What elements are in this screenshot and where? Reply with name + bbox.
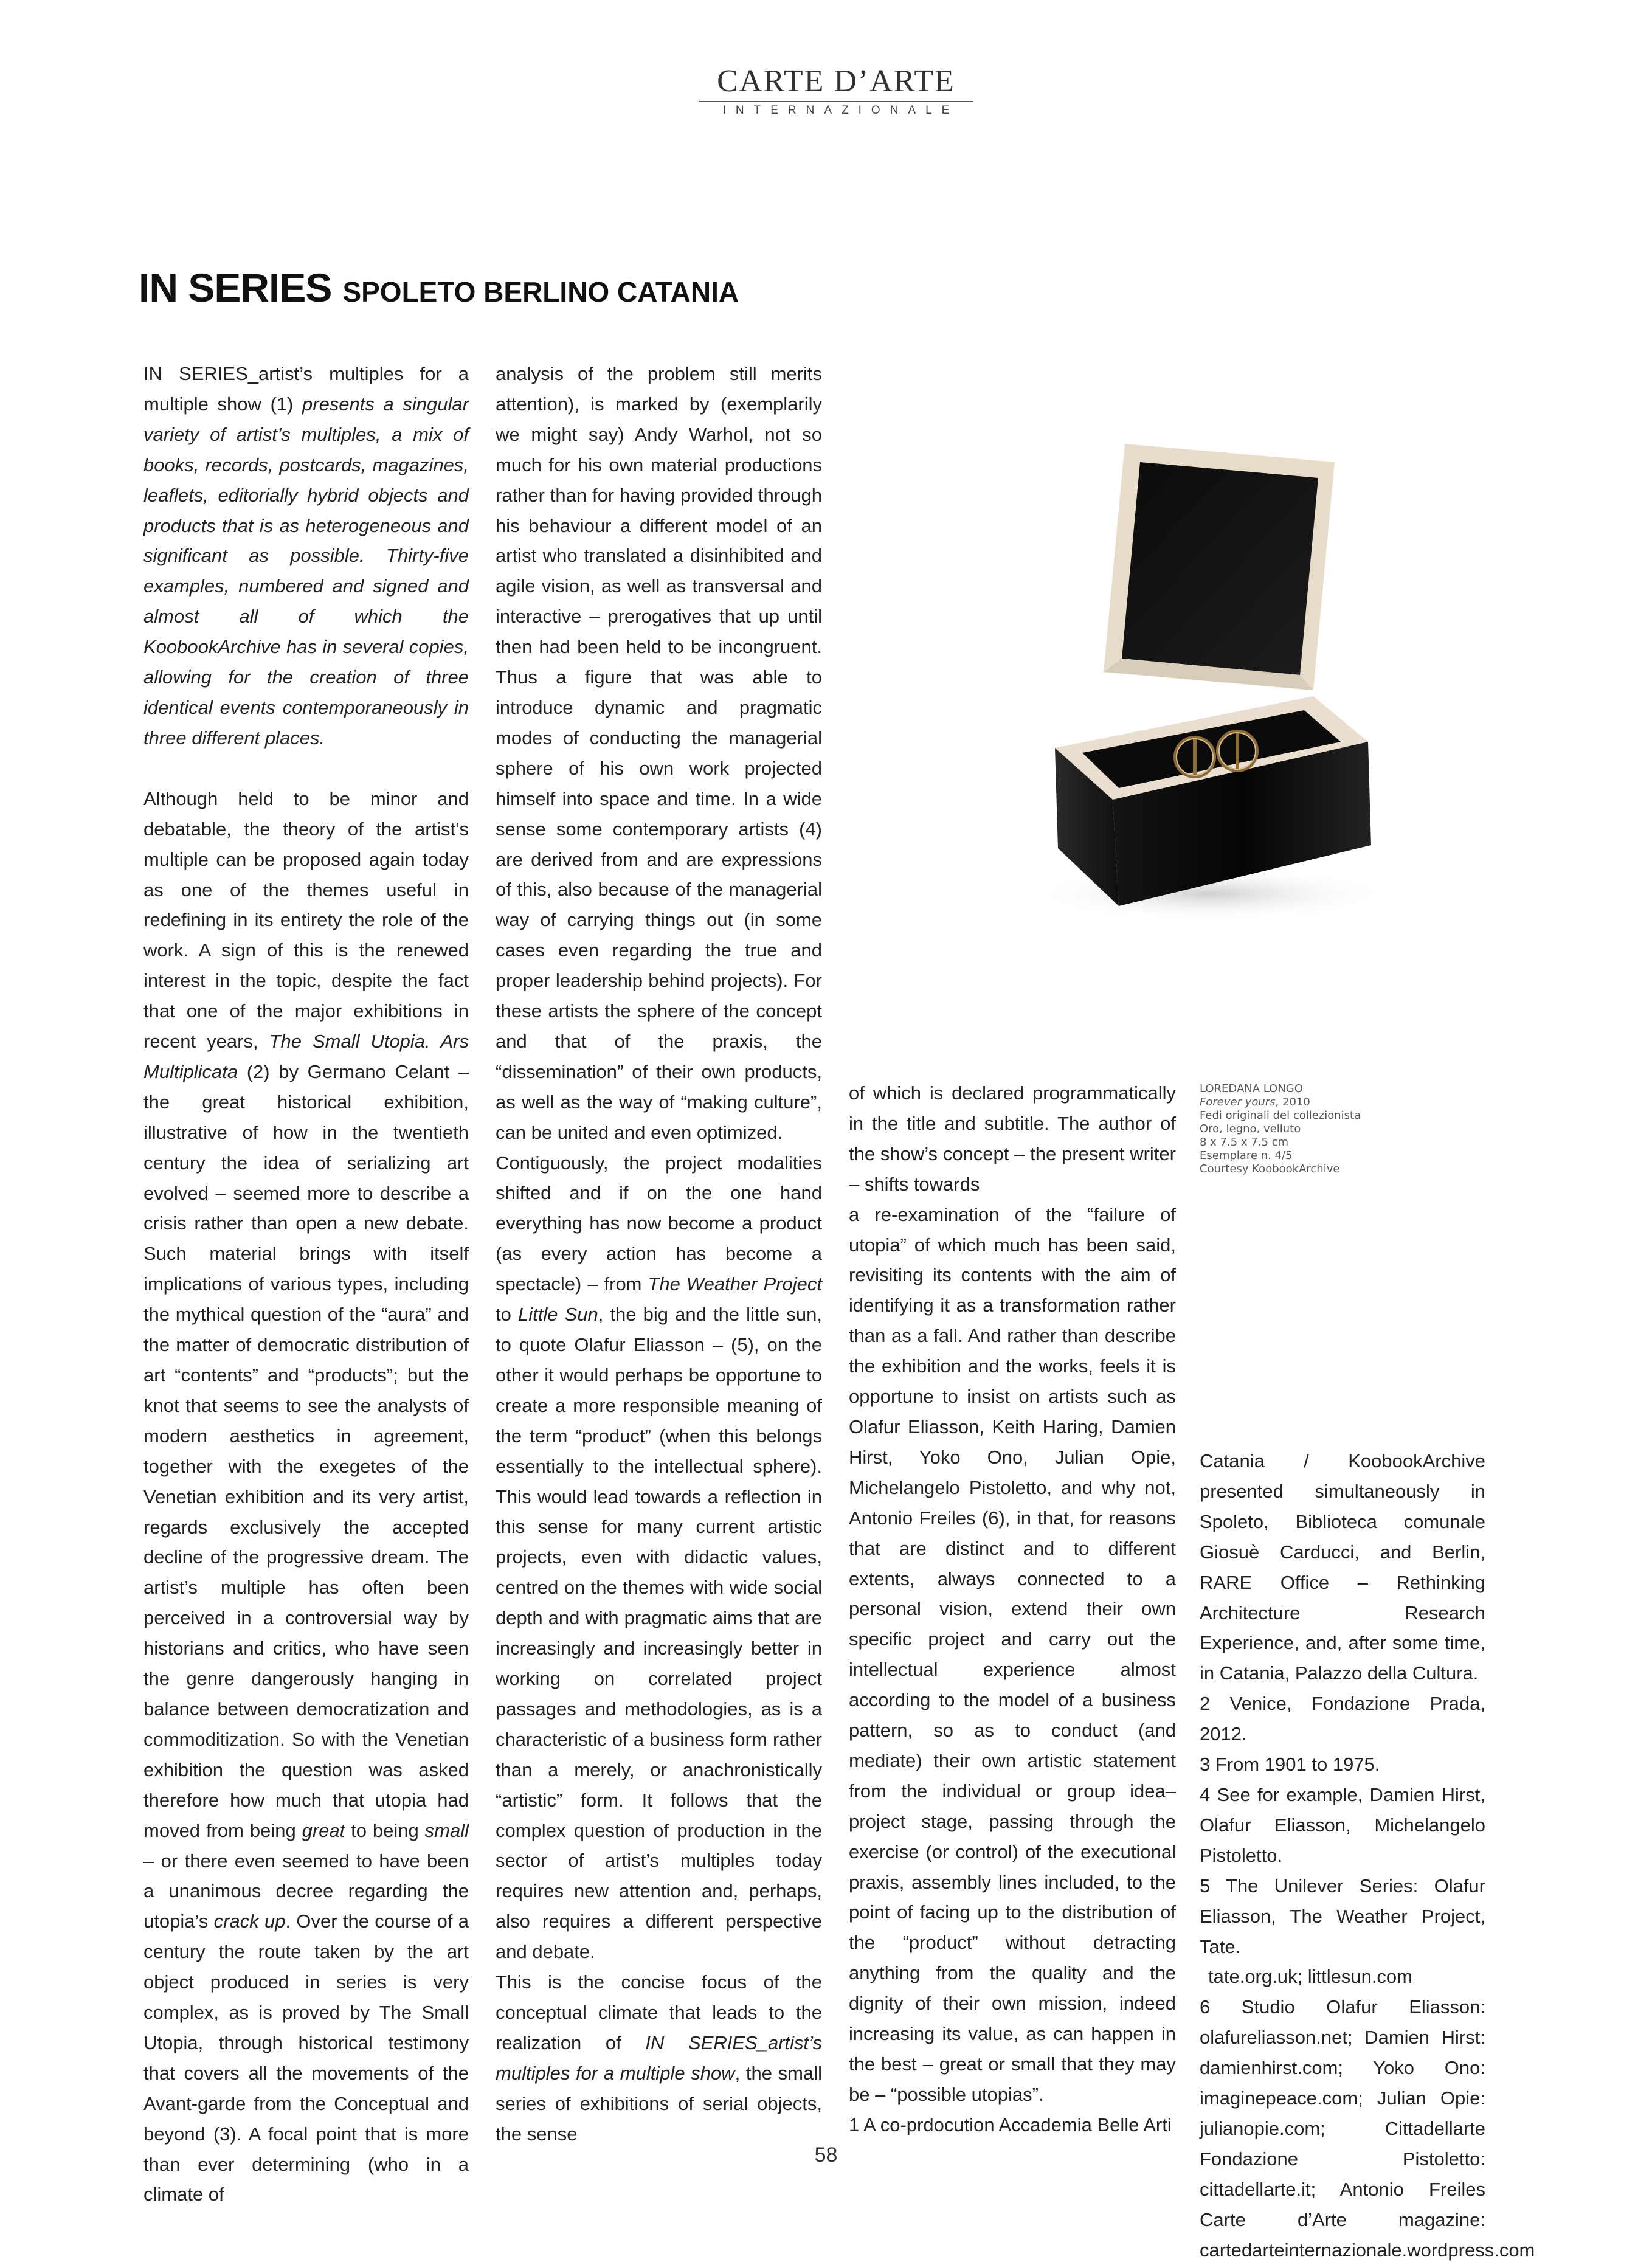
footnote: 1 A co-prdocution Accademia Belle Arti bbox=[849, 2114, 1172, 2135]
caption-line: Esemplare n. 4/5 bbox=[1200, 1149, 1293, 1162]
italic-text-run: great bbox=[302, 1819, 345, 1841]
paragraph: a re-examination of the “failure of utopia” of which much has been said, revisiting its contents with the aim of identifying it as a transformation rather than as a fall. And rather than describe the exhibition and the works, feels it is opportune to insist on artists such as Olafur Eliasson, Keith Haring, Damien Hirst, Yoko Ono, Julian Opie, Michelangelo Pistoletto, and why not, Antonio Freiles (6), in that, for reasons that are distinct and to different extents, always connected to a personal vision, extend their own specific project and carry out the intellectual experience almost according to the model of a business pattern, so as to conduct (and mediate) their own artistic statement from the individual or group idea–project stage, passing through the exercise (or control) of the executional praxis, assembly lines included, to the point of facing up to the distribution of the “product” without detracting anything from the quality and the dignity of their own mission, indeed increasing its value, as can happen in the best – great or small that they may be – “possible utopias”. bbox=[849, 1203, 1176, 2105]
footnote: 4 See for example, Damien Hirst, Olafur Eliasson, Michelangelo Pistoletto. bbox=[1200, 1783, 1485, 1866]
masthead-name: CARTE D’ARTE bbox=[717, 64, 955, 99]
masthead-subtitle: INTERNAZIONALE bbox=[722, 104, 959, 117]
caption-artist: LOREDANA LONGO bbox=[1200, 1082, 1303, 1095]
article-column-1 bbox=[143, 359, 469, 2210]
text-run: to bbox=[496, 1304, 518, 1326]
italic-text-run: Little Sun bbox=[517, 1304, 598, 1326]
paragraph bbox=[496, 1148, 822, 1967]
article-title-places: SPOLETO BERLINO CATANIA bbox=[342, 276, 739, 308]
text-run: , the big and the little sun, to quote Olafur Eliasson – (5), on the other it would perhaps be opportune to create a more responsible meaning of the term “product” (when this belongs essentially to the intellectual sphere). This would lead towards a reflection in this sense for many current artistic projects, even with didactic values, centred on the themes with wide social depth and with pragmatic aims that are increasingly and increasingly better in working on correlated project passages and methodologies, as is a characteristic of a business form rather than a merely, or anachronistically “artistic” form. It follows that the complex question of production in the sector of artist’s multiples today requires new attention and, perhaps, also requires a different perspective and debate. bbox=[496, 1304, 822, 1963]
caption-line: Courtesy KoobookArchive bbox=[1200, 1163, 1340, 1175]
page-number: 58 bbox=[814, 2143, 838, 2166]
text-run: to being bbox=[345, 1819, 425, 1841]
article-column-3 bbox=[849, 1078, 1176, 2140]
text-run: , the small series of exhibitions of serial objects, the sense bbox=[496, 2062, 822, 2145]
text-run: – or there even seemed to have been a unanimous decree regarding the utopia’s bbox=[143, 1850, 469, 1932]
footnote: Catania / KoobookArchive presented simultaneously in Spoleto, Biblioteca comunale Giosuè Carducci, and Berlin, RARE Office – Rethinking Architecture Research Experience, and, after some time, in Catania, Palazzo della Cultura. bbox=[1200, 1450, 1485, 1684]
italic-text-run: presents a singular variety of artist’s multiples, a mix of books, records, postcards, magazines, leaflets, editorially hybrid objects and products that is as heterogeneous and significant as possible. Thirty-five examples, numbered and signed and almost all of which the KoobookArchive has in several copies, allowing for the creation of three identical events contemporaneously in three different places. bbox=[143, 393, 469, 749]
footnote: tate.org.uk; littlesun.com bbox=[1208, 1966, 1412, 1988]
footnotes-column bbox=[1200, 1446, 1535, 2265]
footnote: 3 From 1901 to 1975. bbox=[1200, 1754, 1380, 1776]
paragraph bbox=[143, 359, 469, 753]
text-run: This is the concise focus of the conceptual climate that leads to the realization of bbox=[496, 1971, 822, 2053]
ring-box-photo bbox=[997, 420, 1411, 930]
caption-line: Oro, legno, velluto bbox=[1200, 1122, 1301, 1135]
text-run: (2) by Germano Celant – the great historical exhibition, illustrative of how in the twentieth century the idea of serializing art evolved – seemed more to describe a crisis rather than open a new debate. Such material brings with itself implications of various types, including the mythical question of the “aura” and the matter of democratic distribution of art “contents” and “products”; but the knot that seems to see the analysts of modern aesthetics in agreement, together with the exegetes of the Venetian exhibition and its very artist, regards exclusively the accepted decline of the progressive dream. The artist’s multiple has often been perceived in a controversial way by historians and critics, who have seen the genre dangerously hanging in balance between democratization and commoditization. So with the Venetian exhibition the question was asked therefore how much that utopia had moved from being bbox=[143, 1060, 469, 1841]
italic-text-run: small bbox=[424, 1819, 469, 1841]
footnote: 6 Studio Olafur Eliasson: olafureliasson.net; Damien Hirst: damienhirst.com; Yoko Ono: imaginepeace.com; Julian Opie: julianopie.com; Cittadellarte Fondazione Pistoletto: cittadellarte.it; Antonio Freiles Carte d’Arte magazine: cartedarteinternazionale.wordpress.com bbox=[1200, 1996, 1535, 2261]
text-run: . Over the course of a century the route taken by the art object produced in series is very complex, as is proved by The Small Utopia, through historical testimony that covers all the movements of the Avant-garde from the Conceptual and beyond (3). A focal point that is more than ever determining (who in a climate of bbox=[143, 1911, 469, 2205]
caption-year: , 2010 bbox=[1275, 1096, 1310, 1108]
italic-text-run: IN SERIES_artist’s multiples for a multiple show bbox=[496, 2032, 822, 2084]
caption-line: 8 x 7.5 x 7.5 cm bbox=[1200, 1136, 1289, 1149]
text-run: Contiguously, the project modalities shifted and if on the one hand everything has now become a product (as every action has become a spectacle) – from bbox=[496, 1152, 822, 1295]
italic-text-run: The Weather Project bbox=[648, 1273, 822, 1295]
paragraph bbox=[496, 1967, 822, 2149]
caption-work-title: Forever yours bbox=[1200, 1096, 1276, 1108]
italic-text-run: crack up bbox=[213, 1911, 286, 1932]
footnote: 2 Venice, Fondazione Prada, 2012. bbox=[1200, 1693, 1485, 1745]
paragraph: of which is declared programmatically in the title and subtitle. The author of the show’s concept – the present writer – shifts towards bbox=[849, 1082, 1176, 1195]
caption-work bbox=[1200, 1096, 1382, 1109]
article-title-main: IN SERIES bbox=[139, 265, 332, 310]
masthead-rule bbox=[699, 101, 973, 102]
italic-text-run: The Small Utopia. Ars Multiplicata bbox=[143, 1031, 469, 1082]
photo-caption bbox=[1200, 1082, 1382, 1176]
caption-line: Fedi originali del collezionista bbox=[1200, 1109, 1361, 1122]
article-title bbox=[139, 265, 739, 310]
article-column-2 bbox=[496, 359, 822, 2149]
text-run: Although held to be minor and debatable, the theory of the artist’s multiple can be proposed again today as one of the themes useful in redefining in its entirety the role of the work. A sign of this is the renewed interest in the topic, despite the fact that one of the major exhibitions in recent years, bbox=[143, 787, 469, 1053]
paragraph: analysis of the problem still merits attention), is marked by (exemplarily we might say) Andy Warhol, not so much for his own material productions rather than for having provided through his behaviour a different model of an artist who translated a disinhibited and agile vision, as well as transversal and interactive – prerogatives that up until then had been held to be incongruent. Thus a figure that was able to introduce dynamic and pragmatic modes of conducting the managerial sphere of his own work projected himself into space and time. In a wide sense some contemporary artists (4) are derived from and are expressions of this, also because of the managerial way of carrying things out (in some cases even regarding the true and proper leadership behind projects). For these artists the sphere of the concept and that of the praxis, the “dissemination” of their own products, as well as the way of “making culture”, can be united and even optimized. bbox=[496, 363, 822, 1143]
text-run: IN SERIES_artist’s multiples for a multiple show (1) bbox=[143, 363, 469, 415]
magazine-masthead bbox=[699, 66, 973, 116]
footnote: 5 The Unilever Series: Olafur Eliasson, The Weather Project, Tate. bbox=[1200, 1875, 1485, 1957]
paragraph bbox=[143, 784, 469, 2210]
